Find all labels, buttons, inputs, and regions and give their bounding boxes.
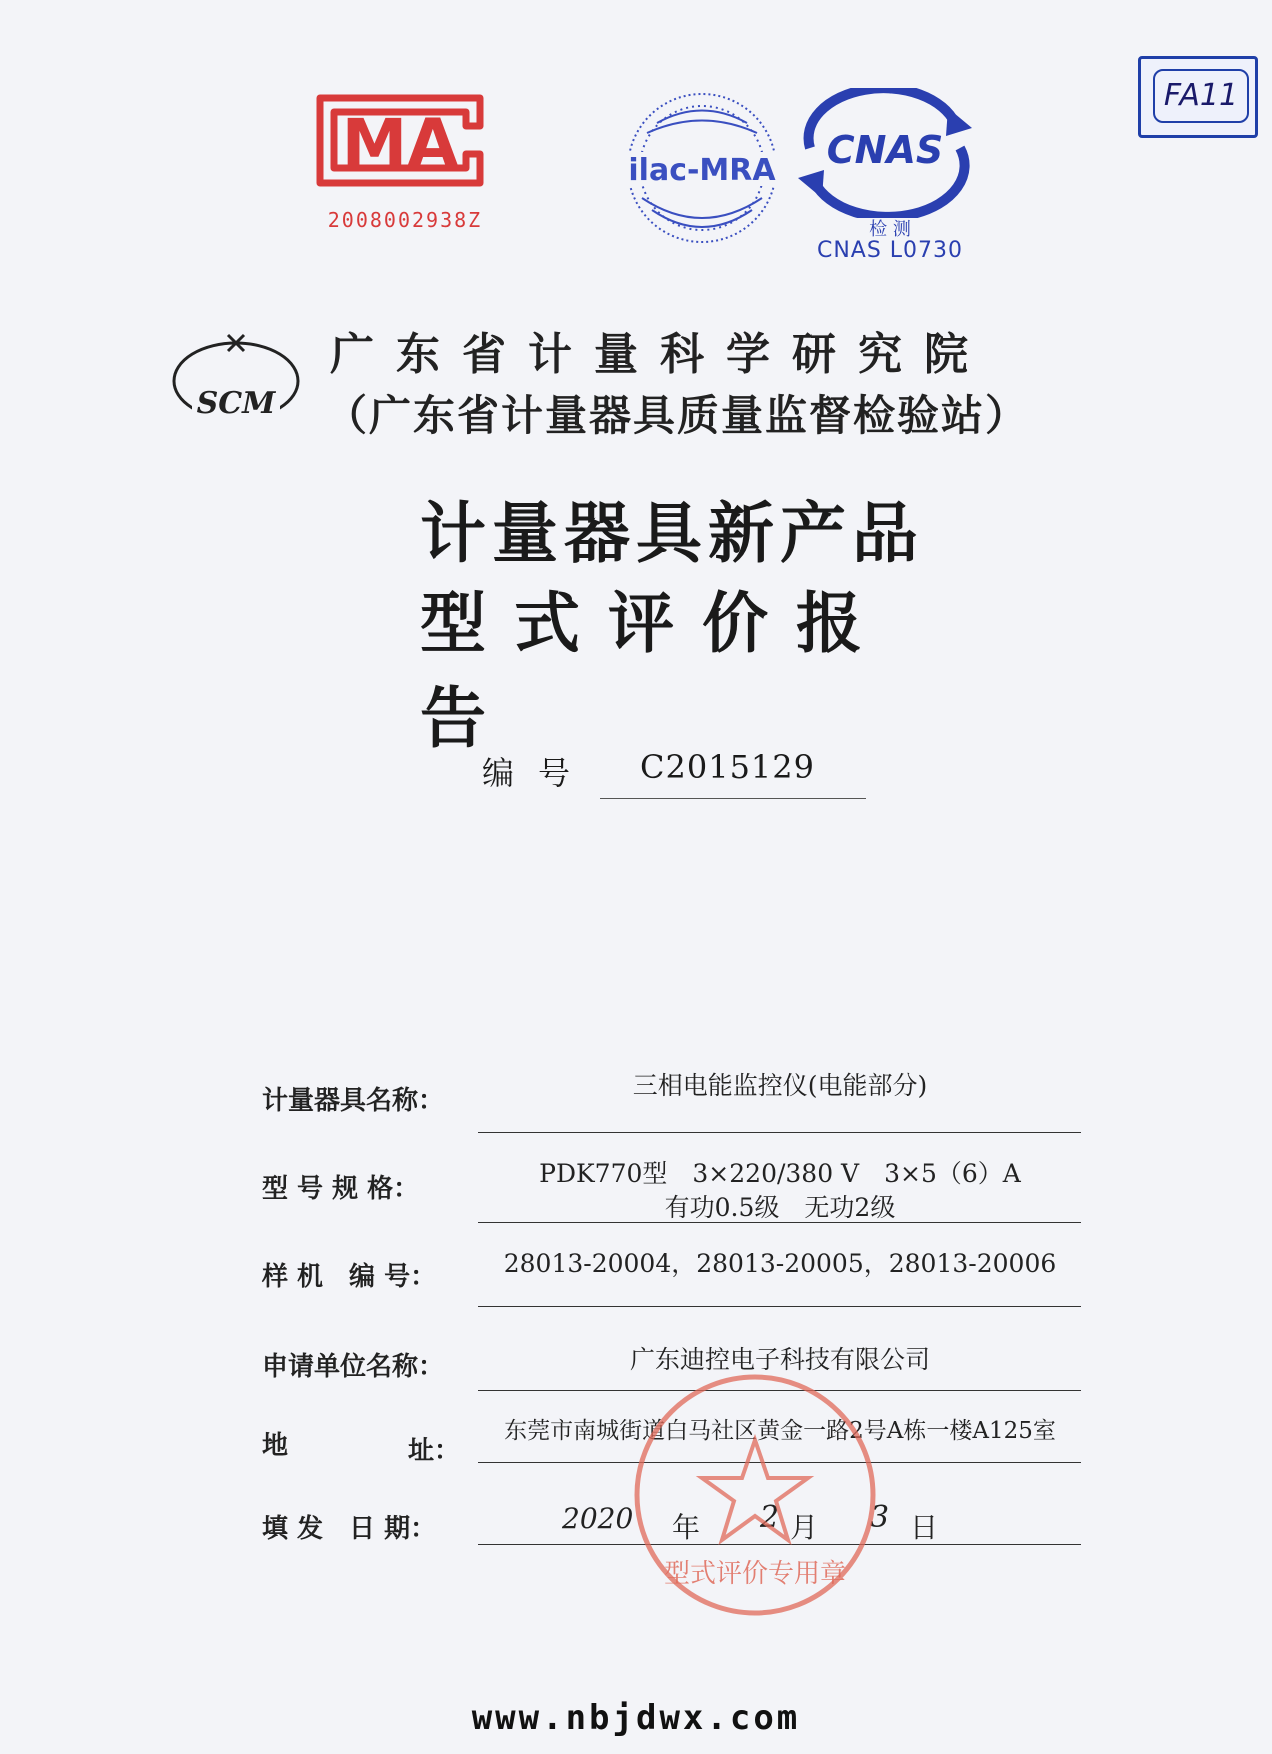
ilac-label: ilac-MRA xyxy=(628,153,776,188)
address-value: 东莞市南城街道白马社区黄金一路2号A栋一楼A125室 xyxy=(504,1418,1056,1444)
model-spec-label: 型 号 规 格： xyxy=(262,1174,420,1204)
serial-underline xyxy=(600,798,866,799)
report-title-line1: 计量器具新产品 xyxy=(420,494,924,572)
report-title-line2: 型式评价报告 xyxy=(420,584,890,757)
cnas-sub: 检 测 xyxy=(869,219,911,240)
cnas-label: CNAS xyxy=(826,128,944,172)
instrument-name-label: 计量器具名称： xyxy=(262,1086,445,1116)
issue-date-month-unit: 月 xyxy=(790,1511,819,1544)
serial-value: C2015129 xyxy=(640,748,815,786)
file-tag xyxy=(1138,56,1258,138)
model-spec-line xyxy=(478,1222,1081,1223)
issue-date-year: 2020 xyxy=(562,1502,634,1535)
instrument-name-value: 三相电能监控仪(电能部分) xyxy=(632,1071,928,1100)
model-spec-value-line2: 有功0.5级 无功2级 xyxy=(664,1193,896,1222)
seal-text: 型式评价专用章 xyxy=(663,1559,847,1589)
cnas-logo xyxy=(790,88,980,218)
applicant-value: 广东迪控电子科技有限公司 xyxy=(629,1345,930,1374)
serial-label: 编号 xyxy=(482,754,595,792)
sample-no-value: 28013-20004，28013-20005，28013-20006 xyxy=(503,1249,1057,1278)
issue-date-day: 3 xyxy=(870,1500,890,1535)
scm-logo xyxy=(168,325,304,425)
instrument-name-line xyxy=(478,1132,1081,1133)
ilac-mra-logo xyxy=(612,88,792,253)
sample-no-label: 样 机 编 号： xyxy=(262,1262,437,1292)
footer-url: www.nbjdwx.com xyxy=(471,1698,801,1738)
organization-name: 广东省计量科学研究院 xyxy=(330,329,990,380)
ma-label: MA xyxy=(341,105,459,182)
address-label-right: 址： xyxy=(408,1436,461,1466)
official-seal xyxy=(630,1370,880,1620)
cnas-code: CNAS L0730 xyxy=(816,238,964,263)
issue-date-month: 2 xyxy=(760,1500,780,1535)
file-tag-code: FA11 xyxy=(1153,69,1249,123)
issue-date-year-unit: 年 xyxy=(672,1511,701,1544)
address-label-left: 地 xyxy=(262,1431,289,1461)
sample-no-line xyxy=(478,1306,1081,1307)
organization-subtitle: （广东省计量器具质量监督检验站） xyxy=(325,391,1030,440)
applicant-label: 申请单位名称： xyxy=(262,1352,445,1382)
model-spec-value-line1: PDK770型 3×220/380 V 3×5（6）A xyxy=(539,1159,1021,1188)
issue-date-day-unit: 日 xyxy=(910,1511,939,1544)
ma-number: 2008002938Z xyxy=(327,208,483,232)
scm-label: SCM xyxy=(196,386,276,421)
ma-logo xyxy=(310,88,490,193)
issue-date-label: 填 发 日 期： xyxy=(262,1514,437,1544)
